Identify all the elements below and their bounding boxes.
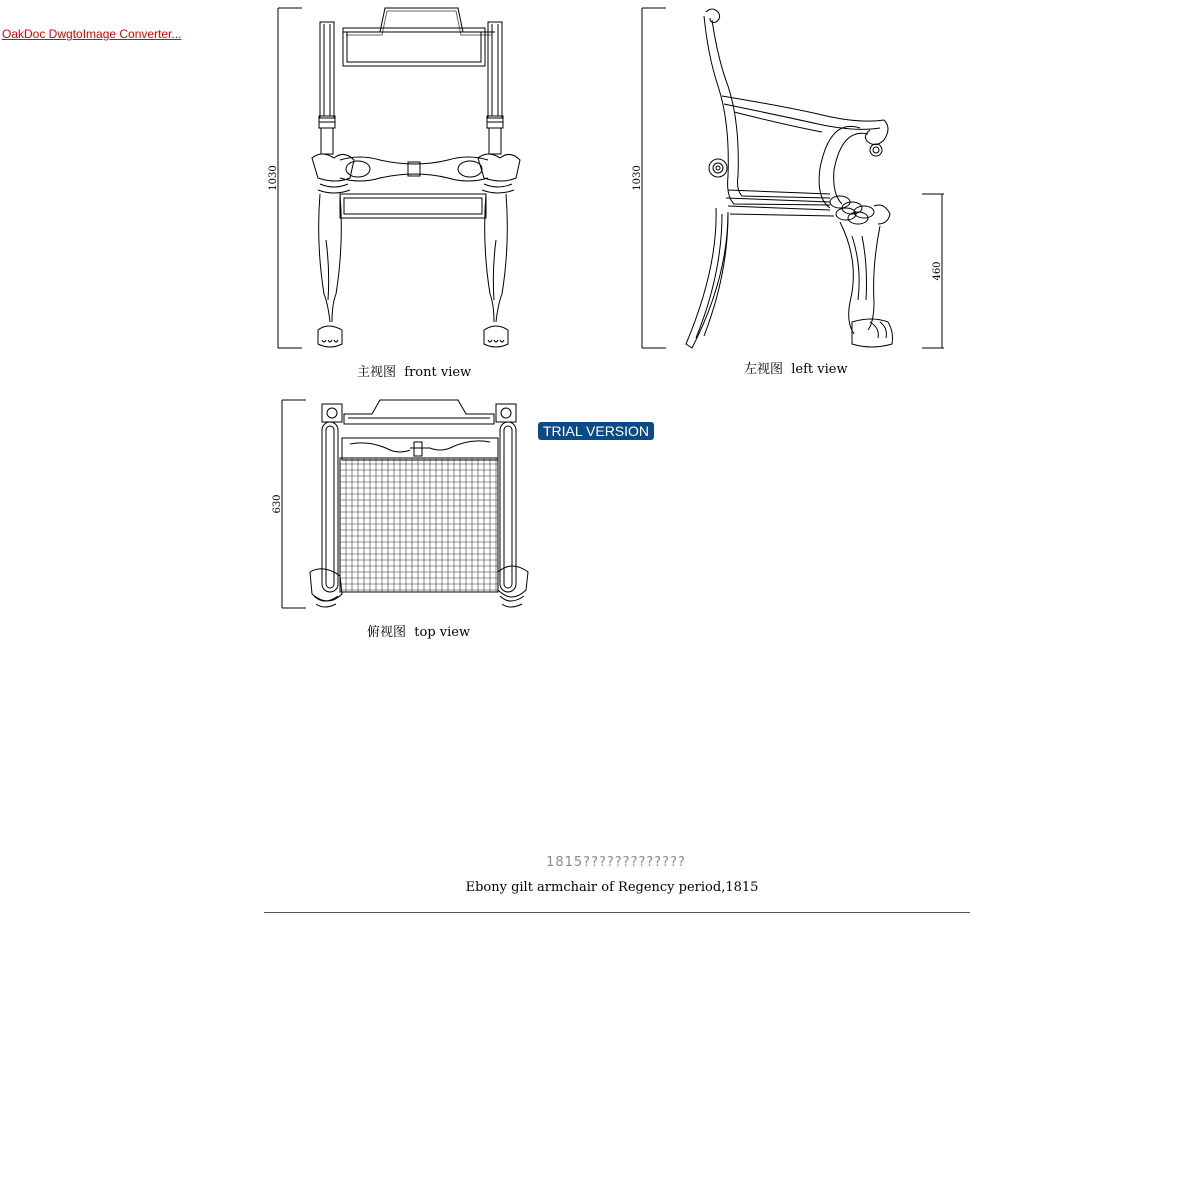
top-dimension-label: 630 xyxy=(272,494,283,514)
top-dimension-line xyxy=(282,400,306,608)
top-view xyxy=(272,400,528,608)
left-dimension-line-height xyxy=(642,8,666,348)
subtitle-chinese: 1815????????????? xyxy=(546,855,686,870)
top-back-rail xyxy=(344,400,494,424)
watermark-link[interactable]: OakDoc DwgtoImage Converter... xyxy=(2,27,182,41)
left-view-caption: 左视图 left view xyxy=(744,362,848,377)
left-rosette xyxy=(709,159,727,177)
left-back-scroll xyxy=(706,9,720,23)
front-dimension-label: 1030 xyxy=(268,165,279,191)
front-view-caption: 主视图 front view xyxy=(357,365,472,380)
left-dimension-label-seat: 460 xyxy=(932,261,943,281)
front-left-post xyxy=(319,22,335,154)
top-view-caption: 俯视图 top view xyxy=(367,625,471,640)
left-front-leg xyxy=(840,222,893,347)
front-right-leg xyxy=(484,194,508,347)
front-dimension-line xyxy=(278,8,302,348)
front-view xyxy=(268,8,520,348)
front-left-leg xyxy=(318,194,342,347)
left-back-leg xyxy=(686,208,728,348)
top-left-arm xyxy=(322,422,338,592)
left-view xyxy=(632,8,944,348)
left-dimension-label-height: 1030 xyxy=(632,165,643,191)
front-right-post xyxy=(487,22,503,154)
subtitle-english: Ebony gilt armchair of Regency period,1815 xyxy=(465,880,759,895)
front-turned-rail xyxy=(340,157,488,181)
trial-version-badge: TRIAL VERSION xyxy=(538,422,654,440)
horizontal-rule xyxy=(264,912,970,913)
